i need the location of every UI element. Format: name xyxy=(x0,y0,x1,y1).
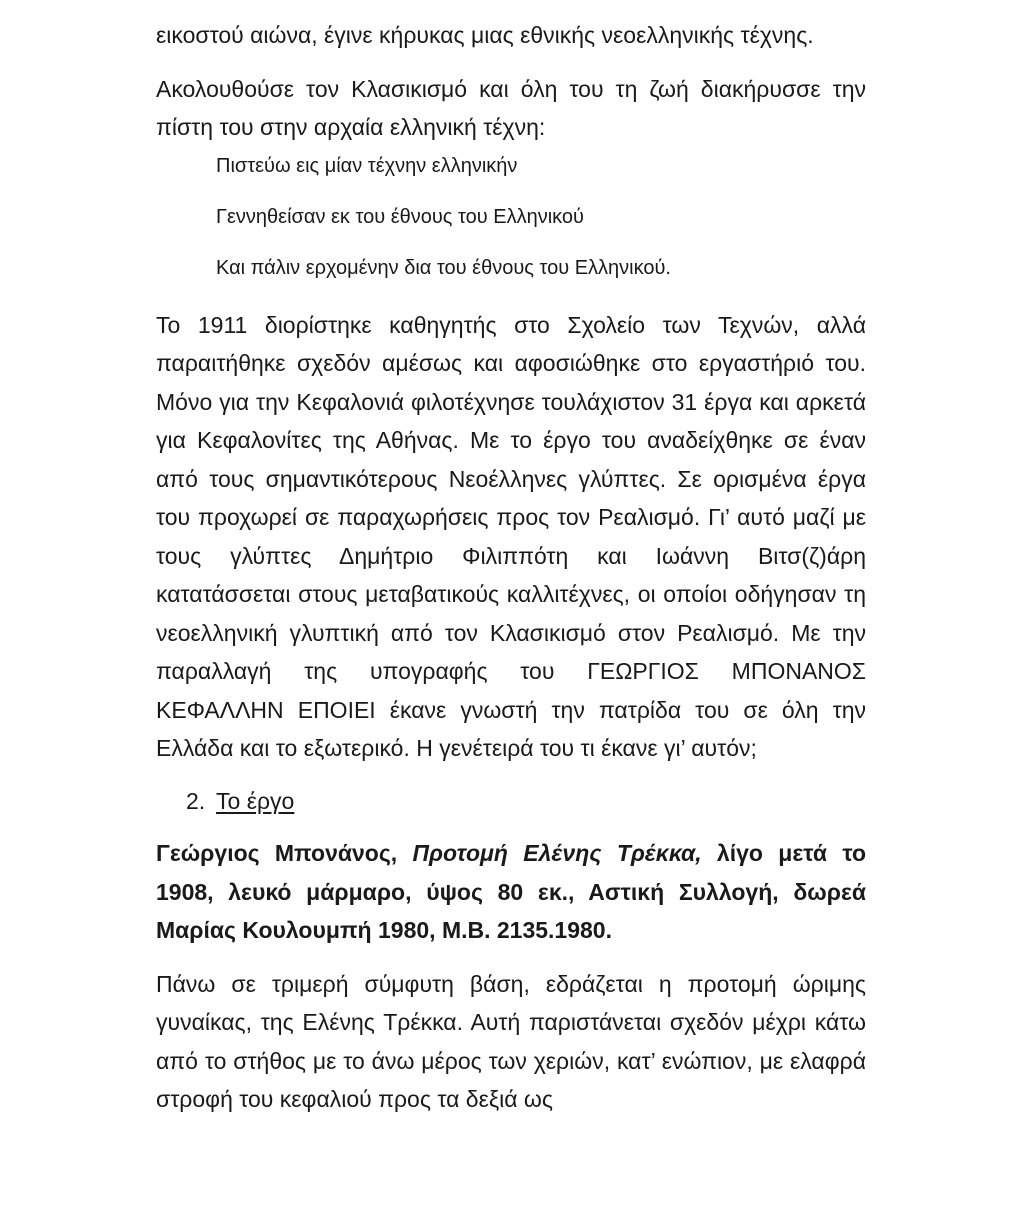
document-page xyxy=(156,16,866,1119)
biography-paragraph: Το 1911 διορίστηκε καθηγητής στο Σχολείο των Τεχνών, αλλά παραιτήθηκε σχεδόν αμέσως και αφοσιώθηκε στο εργαστήριό του. Μόνο για την Κεφαλονιά φιλοτέχνησε τουλάχιστον 31 έργα και αρκετά για Κεφαλονίτες της Αθήνας. Με το έργο του αναδείχθηκε σε έναν από τους σημαντικότερους Νεοέλληνες γλύπτες. Σε ορισμένα έργα του προχωρεί σε παραχωρήσεις προς τον Ρεαλισμό. Γι’ αυτό μαζί με τους γλύπτες Δημήτριο Φιλιππότη και Ιωάννη Βιτσ(ζ)άρη κατατάσσεται στους μεταβατικούς καλλιτέχνες, οι οποίοι οδήγησαν τη νεοελληνική γλυπτική από τον Κλασικισμό στον Ρεαλισμό. Με την παραλλαγή της υπογραφής του ΓΕΩΡΓΙΟΣ ΜΠΟΝΑΝΟΣ ΚΕΦΑΛΛΗΝ ΕΠΟΙΕΙ έκανε γνωστή την πατρίδα του σε όλη την Ελλάδα και το εξωτερικό. Η γενέτειρά του τι έκανε γι’ αυτόν; xyxy=(156,311,866,761)
quote-line-2: Γεννηθείσαν εκ του έθνους του Ελληνικού xyxy=(216,205,584,228)
section-title: Το έργο xyxy=(216,787,295,814)
quote-line-3: Και πάλιν ερχομένην δια του έθνους του Ελληνικού. xyxy=(216,256,671,279)
quote-line-1: Πιστεύω εις μίαν τέχνην ελληνικήν xyxy=(216,154,518,177)
artwork-artist: Γεώργιος Μπονάνος, xyxy=(156,840,413,866)
artwork-details: λίγο μετά το 1908, λευκό μάρμαρο, ύψος 80 εκ., Αστική Συλλογή, δωρεά Μαρίας Κουλουμπή 1980, Μ.Β. 2135.1980. xyxy=(156,840,866,943)
artwork-title: Προτομή Ελένης Τρέκκα, xyxy=(412,840,702,866)
section-heading xyxy=(186,782,866,821)
section-number: 2. xyxy=(186,787,206,814)
artwork-caption xyxy=(156,834,866,950)
classicism-paragraph: Ακολουθούσε τον Κλασικισμό και όλη του τη ζωή διακήρυσσε την πίστη του στην αρχαία ελληνική τέχνη: xyxy=(156,75,866,140)
intro-paragraph: εικοστού αιώνα, έγινε κήρυκας μιας εθνικής νεοελληνικής τέχνης. xyxy=(156,22,814,48)
description-paragraph: Πάνω σε τριμερή σύμφυτη βάση, εδράζεται η προτομή ώριμης γυναίκας, της Ελένης Τρέκκα. Αυτή παριστάνεται σχεδόν μέχρι κάτω από το στήθος με το άνω μέρος των χεριών, κατ’ ενώπιον, με ελαφρά στροφή του κεφαλιού προς τα δεξιά ως xyxy=(156,970,866,1112)
